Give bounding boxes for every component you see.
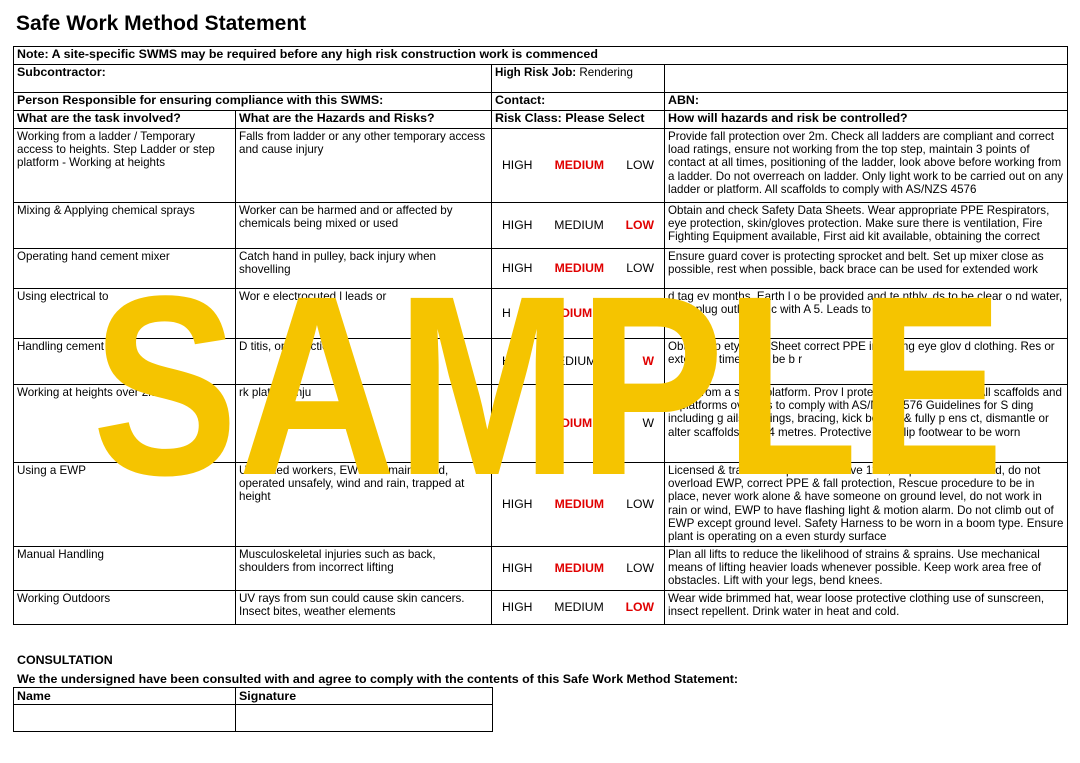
table-row: [14, 203, 1068, 249]
risk-option-medium[interactable]: MEDIUM: [554, 217, 604, 232]
risk-option-medium[interactable]: MEDIUM: [554, 599, 604, 614]
risk-option-medium[interactable]: MEDIUM: [554, 260, 605, 275]
risk-option-high[interactable]: HIGH: [502, 217, 533, 232]
column-header-risk: Risk Class: Please Select: [492, 111, 665, 129]
note-row: Note: A site-specific SWMS may be required before any high risk construction work is commenced: [14, 47, 1068, 65]
column-header-control: How will hazards and risk be controlled?: [665, 111, 1068, 129]
high-risk-job-value: Rendering: [576, 66, 633, 79]
risk-option-medium[interactable]: DIUM: [561, 415, 593, 430]
abn-field[interactable]: ABN:: [665, 93, 1068, 111]
task-cell: Working from a ladder / Temporary access to heights. Step Ladder or step platform - Working at heights: [14, 129, 236, 203]
risk-class-select[interactable]: [492, 339, 665, 385]
column-header-task: What are the task involved?: [14, 111, 236, 129]
table-row: [14, 547, 1068, 591]
table-row: [14, 385, 1068, 463]
risk-option-low[interactable]: LOW: [625, 217, 654, 232]
risk-option-high[interactable]: HIGH: [502, 496, 533, 511]
signature-input-cell[interactable]: [236, 705, 493, 732]
column-header-hazards: What are the Hazards and Risks?: [236, 111, 492, 129]
task-cell: Manual Handling: [14, 547, 236, 591]
sample-watermark-text: SAMPLE: [92, 262, 1004, 492]
risk-option-low[interactable]: LOW: [626, 260, 654, 275]
risk-class-select[interactable]: [492, 385, 665, 463]
risk-options: [492, 562, 664, 575]
control-cell: Licensed & trained in operation above 11m, inspect & maintained, do not overload EWP, correct PPE & fall protection, Rescue procedure to be in place, never work alone & have someone on ground level, do not work in rain or wind, EWP to have flashing light & motion alarm. Do not climb out of EWP except ground level. Safety Harness to be worn in a boom type. Ensure plant is operating on a even sturdy surface: [665, 463, 1068, 547]
hazard-cell: Untrained workers, EWP not maintained, operated unsafely, wind and rain, trapped at height: [236, 463, 492, 547]
risk-options: [492, 355, 664, 368]
hazard-cell: D titis, on, reactio: [236, 339, 492, 385]
risk-option-high[interactable]: H: [502, 415, 511, 430]
high-risk-job-label: High Risk Job:: [495, 66, 577, 79]
control-cell: Plan all lifts to reduce the likelihood of strains & sprains. Use mechanical means of lifting heavier loads whenever possible. Keep work area free of obstacles. Lift with your legs, bend knees.: [665, 547, 1068, 591]
control-cell: Wear wide brimmed hat, wear loose protective clothing use of sunscreen, insect repellent. Drink water in heat and cold.: [665, 591, 1068, 625]
risk-options: [492, 219, 664, 232]
swms-table: [13, 46, 1068, 625]
hazard-cell: Musculoskeletal injuries such as back, shoulders from incorrect lifting: [236, 547, 492, 591]
risk-class-select[interactable]: [492, 547, 665, 591]
risk-class-select[interactable]: [492, 203, 665, 249]
task-cell: Handling cement: [14, 339, 236, 385]
hazard-cell: Wor e electrocuted l leads or: [236, 289, 492, 339]
table-row: [14, 591, 1068, 625]
control-cell: d tag ev months. Earth l o be provided and te nthly, ds to be clear o nd water, multi plug outlets to c with A 5. Leads to not y longer then 35m.: [665, 289, 1068, 339]
table-row: [14, 339, 1068, 385]
consultation-statement: We the undersigned have been consulted with and agree to comply with the contents of this Safe Work Method Statement:: [17, 672, 739, 686]
risk-option-high[interactable]: H: [502, 305, 511, 320]
table-row: [14, 249, 1068, 289]
contact-field[interactable]: Contact:: [492, 93, 665, 111]
task-cell: Using a EWP: [14, 463, 236, 547]
task-cell: Mixing & Applying chemical sprays: [14, 203, 236, 249]
signature-table: [13, 687, 493, 732]
risk-option-medium[interactable]: DIUM: [561, 305, 593, 320]
risk-option-high[interactable]: HIGH: [502, 599, 533, 614]
high-risk-job-field: [492, 65, 665, 93]
task-cell: Operating hand cement mixer: [14, 249, 236, 289]
consultation-heading: CONSULTATION: [17, 653, 113, 667]
high-risk-job-blank[interactable]: [665, 65, 1068, 93]
risk-option-low[interactable]: W: [642, 353, 654, 368]
control-cell: Ensure guard cover is protecting sprocket and belt. Set up mixer close as possible, rest when possible, back brace can be used for extended work: [665, 249, 1068, 289]
risk-class-select[interactable]: [492, 591, 665, 625]
hazard-cell: Catch hand in pulley, back injury when shovelling: [236, 249, 492, 289]
control-cell: Provide fall protection over 2m. Check all ladders are compliant and correct load ratings, ensure not working from the top step, maintain 3 points of contact at all times, positioning of the ladder, look above before working from a ladder. Do not overreach on ladder. Only light work to be carried out on any ladder or platform. All scaffolds to comply with AS/NZS 4576: [665, 129, 1068, 203]
subcontractor-field[interactable]: Subcontractor:: [14, 65, 492, 93]
risk-option-low[interactable]: W: [642, 415, 654, 430]
risk-option-high[interactable]: HIGH: [502, 260, 533, 275]
name-column-header: Name: [14, 688, 236, 705]
risk-options: [492, 307, 664, 320]
task-cell: Working Outdoors: [14, 591, 236, 625]
risk-option-low[interactable]: LOW: [626, 560, 654, 575]
control-cell: Obt d follo ety Data Sheet correct PPE including eye glov d clothing. Res or extended times g to be b r: [665, 339, 1068, 385]
risk-option-high[interactable]: HIGH: [502, 560, 533, 575]
person-responsible-field[interactable]: Person Responsible for ensuring compliance with this SWMS:: [14, 93, 492, 111]
risk-options: [492, 159, 664, 172]
control-cell: Obtain and check Safety Data Sheets. Wear appropriate PPE Respirators, eye protection, skin/gloves protection. Make sure there is ventilation, Fire Fighting Equipment available, First aid kit available, obtaining the correct: [665, 203, 1068, 249]
risk-option-medium[interactable]: EDIUM: [557, 353, 597, 368]
risk-options: [492, 498, 664, 511]
risk-option-low[interactable]: W: [642, 305, 654, 320]
signature-column-header: Signature: [236, 688, 493, 705]
risk-option-high[interactable]: HIGH: [502, 157, 533, 172]
risk-option-medium[interactable]: MEDIUM: [554, 157, 605, 172]
risk-options: [492, 262, 664, 275]
hazard-cell: Worker can be harmed and or affected by chemicals being mixed or used: [236, 203, 492, 249]
risk-option-medium[interactable]: MEDIUM: [554, 560, 605, 575]
risk-class-select[interactable]: [492, 463, 665, 547]
risk-class-select[interactable]: [492, 129, 665, 203]
risk-option-low[interactable]: LOW: [625, 599, 654, 614]
risk-class-select[interactable]: [492, 249, 665, 289]
task-cell: Using electrical to: [14, 289, 236, 339]
hazard-cell: Falls from ladder or any other temporary access and cause injury: [236, 129, 492, 203]
document-title: Safe Work Method Statement: [16, 12, 307, 35]
table-row: [14, 129, 1068, 203]
task-cell: Working at heights over 2m: [14, 385, 236, 463]
risk-options: [492, 601, 664, 614]
hazard-cell: rk platfo d inju: [236, 385, 492, 463]
task-rows: [14, 129, 1068, 625]
table-row: [14, 289, 1068, 339]
risk-option-low[interactable]: LOW: [626, 157, 654, 172]
risk-option-low[interactable]: LOW: [626, 496, 654, 511]
table-row: [14, 463, 1068, 547]
control-cell: Work from a saf rk platform. Prov l protection over 2 metres. All scaffolds and w platforms over res to comply with AS/NZS 4576 Guidelines for S ding including g ails, footings, bracing, kick boards & fully p ens ct, dismantle or alter scaffolds over 4 metres. Protective non-slip footwear to be worn: [665, 385, 1068, 463]
risk-option-medium[interactable]: MEDIUM: [554, 496, 605, 511]
risk-option-high[interactable]: H: [502, 353, 511, 368]
hazard-cell: UV rays from sun could cause skin cancers. Insect bites, weather elements: [236, 591, 492, 625]
name-input-cell[interactable]: [14, 705, 236, 732]
risk-options: [492, 417, 664, 430]
risk-class-select[interactable]: [492, 289, 665, 339]
